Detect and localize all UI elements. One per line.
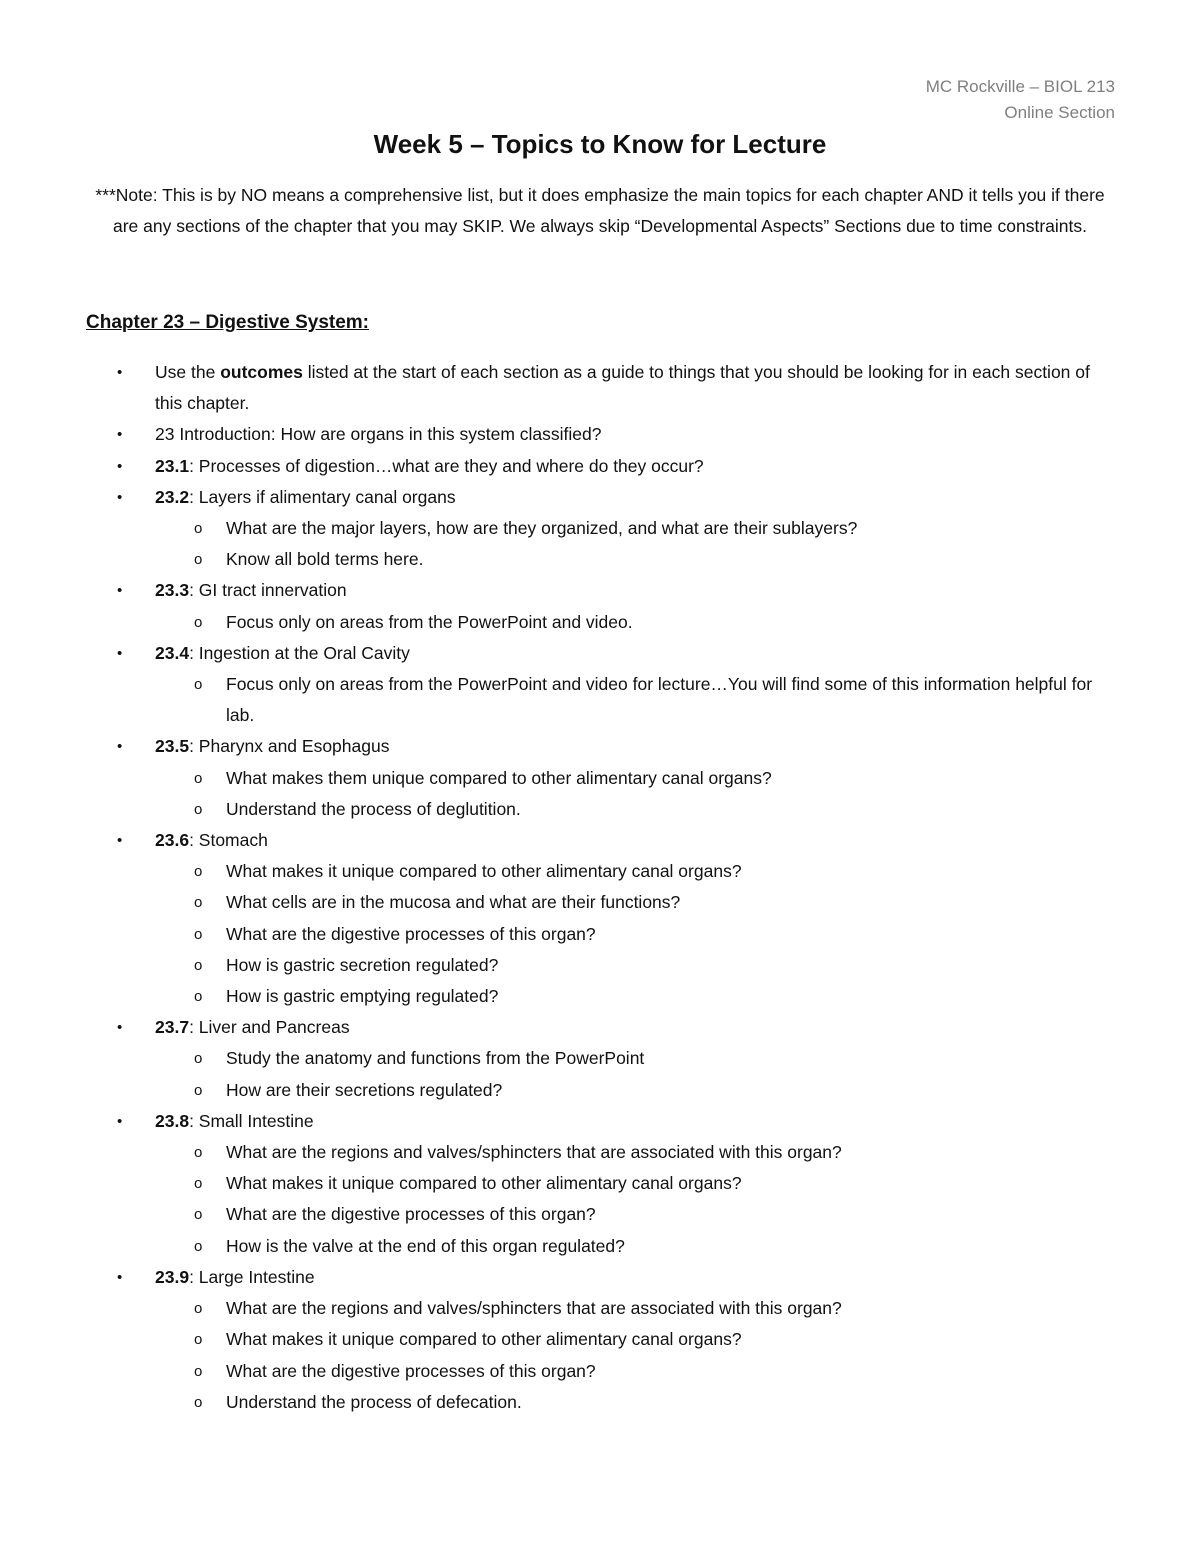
- circle-bullet-icon: o: [194, 1206, 203, 1224]
- topic-item: [86, 575, 1116, 606]
- bullet-icon: •: [117, 1268, 123, 1286]
- section-name: Online Section: [1004, 103, 1115, 122]
- subtopic-item: [86, 763, 1116, 794]
- subtopic-text: How is gastric emptying regulated?: [226, 986, 499, 1007]
- course-header: [926, 74, 1115, 126]
- bullet-icon: •: [117, 1019, 123, 1037]
- circle-bullet-icon: o: [194, 988, 203, 1006]
- topic-item: [86, 357, 1116, 419]
- circle-bullet-icon: o: [194, 956, 203, 974]
- topic-text: : GI tract innervation: [189, 580, 347, 601]
- subtopic-text: Focus only on areas from the PowerPoint and video for lecture…You will find some of this information helpful for lab.: [226, 674, 1093, 726]
- subtopic-item: [86, 887, 1116, 918]
- topic-item: [86, 638, 1116, 669]
- topic-item: [86, 825, 1116, 856]
- subtopic-text: What makes it unique compared to other alimentary canal organs?: [226, 1173, 742, 1194]
- topic-text-prefix: Use the: [155, 362, 221, 382]
- topic-list: [86, 357, 1116, 1418]
- subtopic-text: Focus only on areas from the PowerPoint and video.: [226, 611, 633, 632]
- circle-bullet-icon: o: [194, 1393, 203, 1411]
- subtopic-text: How are their secretions regulated?: [226, 1079, 503, 1100]
- topic-section-number: 23.2: [155, 486, 190, 507]
- topic-text: : Small Intestine: [189, 1110, 314, 1131]
- subtopic-text: Understand the process of defecation.: [226, 1391, 522, 1412]
- subtopic-item: [86, 1199, 1116, 1230]
- topic-text: : Processes of digestion…what are they and where do they occur?: [189, 455, 704, 476]
- topic-section-number: 23.8: [155, 1110, 190, 1131]
- subtopic-item: [86, 1387, 1116, 1418]
- circle-bullet-icon: o: [194, 1050, 203, 1068]
- topic-item: [86, 731, 1116, 762]
- chapter-heading: Chapter 23 – Digestive System:: [86, 312, 370, 333]
- topic-item: [86, 1012, 1116, 1043]
- subtopic-text: What cells are in the mucosa and what are their functions?: [226, 892, 681, 913]
- topic-item: [86, 419, 1116, 450]
- subtopic-item: [86, 1324, 1116, 1355]
- subtopic-item: [86, 1168, 1116, 1199]
- subtopic-text: What are the digestive processes of this organ?: [226, 1360, 596, 1381]
- circle-bullet-icon: o: [194, 520, 203, 538]
- topic-item: [86, 451, 1116, 482]
- circle-bullet-icon: o: [194, 1081, 203, 1099]
- subtopic-text: Understand the process of deglutition.: [226, 798, 521, 819]
- subtopic-item: [86, 513, 1116, 544]
- subtopic-text: What are the major layers, how are they organized, and what are their sublayers?: [226, 518, 858, 539]
- subtopic-text: What are the regions and valves/sphincters that are associated with this organ?: [226, 1298, 842, 1319]
- subtopic-item: [86, 607, 1116, 638]
- circle-bullet-icon: o: [194, 1175, 203, 1193]
- subtopic-item: [86, 856, 1116, 887]
- circle-bullet-icon: o: [194, 769, 203, 787]
- circle-bullet-icon: o: [194, 1300, 203, 1318]
- subtopic-text: What are the regions and valves/sphincters that are associated with this organ?: [226, 1142, 842, 1163]
- topic-section-number: outcomes: [220, 362, 303, 382]
- page-title: Week 5 – Topics to Know for Lecture: [373, 129, 827, 159]
- bullet-icon: •: [117, 582, 123, 600]
- note-paragraph: ***Note: This is by NO means a comprehensive list, but it does emphasize the main topics for each chapter AND it tells you if there are any sections of the chapter that you may SKIP. We always skip “Developmental Aspects” Sections due to time constraints.: [95, 185, 1105, 236]
- bullet-icon: •: [117, 426, 123, 444]
- topic-item: [86, 482, 1116, 513]
- bullet-icon: •: [117, 832, 123, 850]
- subtopic-item: [86, 981, 1116, 1012]
- topic-section-number: 23.1: [155, 455, 190, 476]
- circle-bullet-icon: o: [194, 894, 203, 912]
- circle-bullet-icon: o: [194, 925, 203, 943]
- topic-section-number: 23.6: [155, 830, 190, 851]
- bullet-icon: •: [117, 457, 123, 475]
- topic-text: : Stomach: [189, 830, 268, 851]
- bullet-icon: •: [117, 1112, 123, 1130]
- bullet-icon: •: [117, 488, 123, 506]
- topic-section-number: 23.7: [155, 1017, 190, 1038]
- topic-section-number: 23.3: [155, 580, 190, 601]
- subtopic-text: How is the valve at the end of this organ regulated?: [226, 1235, 625, 1256]
- subtopic-item: [86, 919, 1116, 950]
- topic-text: : Large Intestine: [189, 1266, 315, 1287]
- subtopic-item: [86, 1075, 1116, 1106]
- subtopic-item: [86, 1231, 1116, 1262]
- subtopic-text: What makes it unique compared to other alimentary canal organs?: [226, 861, 742, 882]
- subtopic-item: [86, 794, 1116, 825]
- topic-item: [86, 1262, 1116, 1293]
- subtopic-item: [86, 1043, 1116, 1074]
- subtopic-item: [86, 1356, 1116, 1387]
- topic-text: : Liver and Pancreas: [189, 1017, 350, 1038]
- bullet-icon: •: [117, 364, 123, 381]
- subtopic-item: [86, 669, 1116, 731]
- subtopic-item: [86, 1137, 1116, 1168]
- subtopic-text: Know all bold terms here.: [226, 549, 424, 570]
- bullet-icon: •: [117, 644, 123, 662]
- subtopic-text: What are the digestive processes of this organ?: [226, 923, 596, 944]
- subtopic-text: What makes them unique compared to other alimentary canal organs?: [226, 767, 772, 788]
- course-name: MC Rockville – BIOL 213: [925, 77, 1115, 96]
- circle-bullet-icon: o: [194, 676, 203, 694]
- circle-bullet-icon: o: [194, 1144, 203, 1162]
- subtopic-text: What are the digestive processes of this organ?: [226, 1204, 596, 1225]
- circle-bullet-icon: o: [194, 551, 203, 569]
- topic-text: listed at the start of each section as a guide to things that you should be looking for in each section of this chapter.: [155, 362, 1090, 414]
- topic-text: : Pharynx and Esophagus: [189, 736, 390, 757]
- subtopic-text: How is gastric secretion regulated?: [226, 954, 499, 975]
- topic-text: : Layers if alimentary canal organs: [189, 486, 456, 507]
- circle-bullet-icon: o: [194, 1331, 203, 1349]
- circle-bullet-icon: o: [194, 1237, 203, 1255]
- topic-section-number: 23.4: [155, 642, 190, 663]
- circle-bullet-icon: o: [194, 1362, 203, 1380]
- subtopic-text: What makes it unique compared to other alimentary canal organs?: [226, 1329, 742, 1350]
- bullet-icon: •: [117, 738, 123, 756]
- topic-text: : Ingestion at the Oral Cavity: [189, 642, 410, 663]
- subtopic-text: Study the anatomy and functions from the PowerPoint: [226, 1048, 645, 1069]
- topic-section-number: 23.5: [155, 736, 190, 757]
- circle-bullet-icon: o: [194, 863, 203, 881]
- circle-bullet-icon: o: [194, 613, 203, 631]
- subtopic-item: [86, 544, 1116, 575]
- subtopic-item: [86, 950, 1116, 981]
- topic-text: 23 Introduction: How are organs in this system classified?: [155, 424, 602, 445]
- topic-item: [86, 1106, 1116, 1137]
- topic-section-number: 23.9: [155, 1266, 190, 1287]
- subtopic-item: [86, 1293, 1116, 1324]
- circle-bullet-icon: o: [194, 800, 203, 818]
